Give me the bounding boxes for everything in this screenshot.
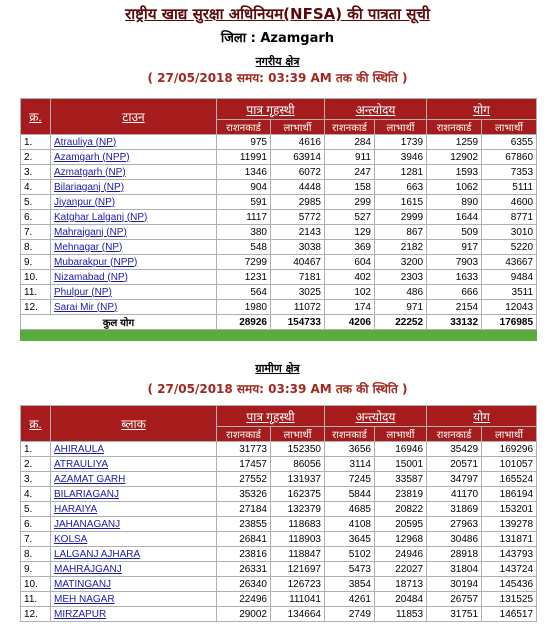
row-total-ration-card: 1644 (427, 210, 482, 225)
row-antyodaya-beneficiary: 24946 (375, 547, 427, 562)
row-sno: 5. (21, 195, 51, 210)
row-total-beneficiary: 153201 (482, 502, 537, 517)
row-name-cell (51, 285, 217, 300)
ration-card-header: राशनकार्ड (325, 427, 375, 442)
table-row (21, 547, 537, 562)
row-total-beneficiary: 3511 (482, 285, 537, 300)
ration-card-header: राशनकार्ड (427, 120, 482, 135)
row-antyodaya-ration-card: 284 (325, 135, 375, 150)
row-total-beneficiary: 7353 (482, 165, 537, 180)
row-patra-ration-card: 23855 (217, 517, 271, 532)
row-antyodaya-ration-card: 102 (325, 285, 375, 300)
row-name-link[interactable]: Bilariaganj (NP) (54, 181, 125, 193)
table-row (21, 532, 537, 547)
ration-card-header: राशनकार्ड (217, 120, 271, 135)
row-name-link[interactable]: Katghar Lalganj (NP) (54, 211, 148, 223)
row-patra-ration-card: 17457 (217, 457, 271, 472)
row-antyodaya-beneficiary: 20822 (375, 502, 427, 517)
row-name-link[interactable]: KOLSA (54, 533, 88, 545)
row-antyodaya-ration-card: 7245 (325, 472, 375, 487)
row-total-ration-card: 27963 (427, 517, 482, 532)
row-patra-ration-card: 904 (217, 180, 271, 195)
row-total-beneficiary: 186194 (482, 487, 537, 502)
row-patra-ration-card: 1117 (217, 210, 271, 225)
row-total-ration-card: 34797 (427, 472, 482, 487)
row-antyodaya-beneficiary: 1739 (375, 135, 427, 150)
row-antyodaya-beneficiary: 12968 (375, 532, 427, 547)
row-antyodaya-ration-card: 911 (325, 150, 375, 165)
row-total-ration-card: 1259 (427, 135, 482, 150)
row-antyodaya-ration-card: 5102 (325, 547, 375, 562)
table-row (21, 165, 537, 180)
row-total-beneficiary: 169296 (482, 442, 537, 457)
row-name-link[interactable]: JAHANAGANJ (54, 518, 121, 530)
row-sno: 1. (21, 135, 51, 150)
total-patra-ration-card: 28926 (217, 315, 271, 330)
row-total-ration-card: 12902 (427, 150, 482, 165)
row-name-cell (51, 180, 217, 195)
total-antyodaya-ration-card: 4206 (325, 315, 375, 330)
row-patra-ration-card: 548 (217, 240, 271, 255)
row-name-link[interactable]: Azmatgarh (NP) (54, 166, 126, 178)
sno-header: क्र. (21, 406, 51, 442)
row-name-cell (51, 442, 217, 457)
row-antyodaya-beneficiary: 22027 (375, 562, 427, 577)
row-sno: 1. (21, 442, 51, 457)
row-name-link[interactable]: MATINGANJ (54, 578, 112, 590)
row-total-beneficiary: 101057 (482, 457, 537, 472)
row-total-ration-card: 666 (427, 285, 482, 300)
row-antyodaya-beneficiary: 1281 (375, 165, 427, 180)
row-antyodaya-ration-card: 3854 (325, 577, 375, 592)
row-name-link[interactable]: Mubarakpur (NPP) (54, 256, 138, 268)
row-name-cell (51, 577, 217, 592)
rural-table-body (21, 442, 537, 622)
total-header: योग (427, 406, 537, 427)
row-sno: 3. (21, 165, 51, 180)
row-patra-ration-card: 380 (217, 225, 271, 240)
table-row (21, 577, 537, 592)
table-row (21, 442, 537, 457)
row-sno: 12. (21, 300, 51, 315)
row-name-cell (51, 300, 217, 315)
row-antyodaya-beneficiary: 3200 (375, 255, 427, 270)
row-antyodaya-ration-card: 5844 (325, 487, 375, 502)
row-patra-beneficiary: 11072 (271, 300, 325, 315)
total-beneficiary: 176985 (482, 315, 537, 330)
row-name-link[interactable]: Sarai Mir (NP) (54, 301, 118, 313)
row-antyodaya-beneficiary: 2303 (375, 270, 427, 285)
table-footer-bar (21, 330, 537, 341)
table-row (21, 300, 537, 315)
row-sno: 10. (21, 577, 51, 592)
table-row (21, 255, 537, 270)
row-total-ration-card: 31751 (427, 607, 482, 622)
row-total-beneficiary: 67860 (482, 150, 537, 165)
row-total-beneficiary: 43667 (482, 255, 537, 270)
total-header: योग (427, 99, 537, 120)
row-antyodaya-ration-card: 4261 (325, 592, 375, 607)
row-sno: 3. (21, 472, 51, 487)
table-row (21, 517, 537, 532)
row-antyodaya-beneficiary: 971 (375, 300, 427, 315)
row-total-ration-card: 35429 (427, 442, 482, 457)
row-patra-beneficiary: 131937 (271, 472, 325, 487)
row-total-ration-card: 26757 (427, 592, 482, 607)
row-antyodaya-ration-card: 174 (325, 300, 375, 315)
row-total-ration-card: 20571 (427, 457, 482, 472)
row-antyodaya-ration-card: 2749 (325, 607, 375, 622)
row-antyodaya-beneficiary: 16946 (375, 442, 427, 457)
town-header: टाउन (51, 99, 217, 135)
row-name-link[interactable]: MIRZAPUR (54, 608, 107, 620)
row-antyodaya-ration-card: 402 (325, 270, 375, 285)
row-name-link[interactable]: Mehnagar (NP) (54, 241, 123, 253)
row-antyodaya-beneficiary: 486 (375, 285, 427, 300)
table-row (21, 487, 537, 502)
row-antyodaya-beneficiary: 663 (375, 180, 427, 195)
row-patra-beneficiary: 86056 (271, 457, 325, 472)
beneficiary-header: लाभार्थी (482, 427, 537, 442)
row-total-beneficiary: 3010 (482, 225, 537, 240)
row-antyodaya-ration-card: 604 (325, 255, 375, 270)
row-antyodaya-beneficiary: 2182 (375, 240, 427, 255)
row-antyodaya-beneficiary: 20484 (375, 592, 427, 607)
row-patra-ration-card: 27552 (217, 472, 271, 487)
row-patra-beneficiary: 4448 (271, 180, 325, 195)
row-antyodaya-beneficiary: 33587 (375, 472, 427, 487)
row-patra-beneficiary: 4616 (271, 135, 325, 150)
antyodaya-header: अन्त्योदय (325, 406, 427, 427)
row-antyodaya-ration-card: 129 (325, 225, 375, 240)
row-name-cell (51, 487, 217, 502)
row-total-beneficiary: 9484 (482, 270, 537, 285)
row-total-beneficiary: 145436 (482, 577, 537, 592)
row-total-beneficiary: 4600 (482, 195, 537, 210)
row-name-link[interactable]: BILARIAGANJ (54, 488, 120, 500)
table-row (21, 225, 537, 240)
row-antyodaya-beneficiary: 1615 (375, 195, 427, 210)
row-patra-beneficiary: 7181 (271, 270, 325, 285)
row-name-cell (51, 195, 217, 210)
row-name-cell (51, 457, 217, 472)
row-sno: 9. (21, 255, 51, 270)
row-sno: 2. (21, 150, 51, 165)
row-name-link[interactable]: Atrauliya (NP) (54, 136, 117, 148)
row-sno: 12. (21, 607, 51, 622)
row-patra-ration-card: 26340 (217, 577, 271, 592)
table-row (21, 135, 537, 150)
row-name-link[interactable]: Nizamabad (NP) (54, 271, 128, 283)
row-antyodaya-beneficiary: 18713 (375, 577, 427, 592)
row-patra-ration-card: 1980 (217, 300, 271, 315)
beneficiary-header: लाभार्थी (271, 120, 325, 135)
row-sno: 5. (21, 502, 51, 517)
sno-header: क्र. (21, 99, 51, 135)
total-ration-card: 33132 (427, 315, 482, 330)
row-antyodaya-ration-card: 3114 (325, 457, 375, 472)
row-antyodaya-beneficiary: 11853 (375, 607, 427, 622)
urban-total-row (21, 315, 537, 330)
row-patra-ration-card: 31773 (217, 442, 271, 457)
row-name-cell (51, 547, 217, 562)
row-total-ration-card: 1593 (427, 165, 482, 180)
table-row (21, 472, 537, 487)
row-patra-ration-card: 564 (217, 285, 271, 300)
row-patra-ration-card: 22496 (217, 592, 271, 607)
page-title: राष्ट्रीय खाद्य सुरक्षा अधिनियम(NFSA) की पात्रता सूची (125, 5, 430, 23)
row-name-link[interactable]: MAHRAJGANJ (54, 563, 122, 575)
row-patra-ration-card: 1346 (217, 165, 271, 180)
row-antyodaya-ration-card: 5473 (325, 562, 375, 577)
row-patra-beneficiary: 5772 (271, 210, 325, 225)
row-patra-beneficiary: 121697 (271, 562, 325, 577)
row-sno: 9. (21, 562, 51, 577)
row-name-cell (51, 225, 217, 240)
row-total-ration-card: 41170 (427, 487, 482, 502)
row-total-beneficiary: 12043 (482, 300, 537, 315)
beneficiary-header: लाभार्थी (375, 427, 427, 442)
row-name-link[interactable]: Phulpur (NP) (54, 286, 112, 298)
table-row (21, 562, 537, 577)
row-name-link[interactable]: AZAMAT GARH (54, 473, 126, 485)
row-total-ration-card: 1062 (427, 180, 482, 195)
row-patra-ration-card: 591 (217, 195, 271, 210)
row-total-beneficiary: 5220 (482, 240, 537, 255)
row-name-cell (51, 240, 217, 255)
row-antyodaya-beneficiary: 2999 (375, 210, 427, 225)
block-header: ब्लाक (51, 406, 217, 442)
row-antyodaya-ration-card: 299 (325, 195, 375, 210)
row-name-link[interactable]: HARAIYA (54, 503, 98, 515)
row-antyodaya-beneficiary: 20595 (375, 517, 427, 532)
row-patra-ration-card: 35326 (217, 487, 271, 502)
table-row (21, 195, 537, 210)
rural-section-title: ग्रामीण क्षेत्र (255, 362, 300, 375)
row-patra-beneficiary: 3025 (271, 285, 325, 300)
ration-card-header: राशनकार्ड (325, 120, 375, 135)
row-patra-beneficiary: 111041 (271, 592, 325, 607)
row-total-beneficiary: 131871 (482, 532, 537, 547)
row-total-ration-card: 7903 (427, 255, 482, 270)
row-patra-beneficiary: 40467 (271, 255, 325, 270)
table-row (21, 457, 537, 472)
row-total-beneficiary: 146517 (482, 607, 537, 622)
row-sno: 8. (21, 240, 51, 255)
table-row (21, 210, 537, 225)
table-row (21, 502, 537, 517)
row-total-beneficiary: 143724 (482, 562, 537, 577)
total-patra-beneficiary: 154733 (271, 315, 325, 330)
row-patra-ration-card: 26331 (217, 562, 271, 577)
row-sno: 6. (21, 210, 51, 225)
row-sno: 2. (21, 457, 51, 472)
row-patra-ration-card: 11991 (217, 150, 271, 165)
row-name-link[interactable]: MEH NAGAR (54, 593, 115, 605)
table-row (21, 150, 537, 165)
row-total-ration-card: 1633 (427, 270, 482, 285)
row-antyodaya-ration-card: 247 (325, 165, 375, 180)
table-row (21, 607, 537, 622)
row-patra-beneficiary: 63914 (271, 150, 325, 165)
rural-table (20, 405, 537, 622)
ration-card-header: राशनकार्ड (217, 427, 271, 442)
patra-header: पात्र गृहस्थी (217, 99, 325, 120)
row-sno: 7. (21, 225, 51, 240)
patra-header: पात्र गृहस्थी (217, 406, 325, 427)
row-name-cell (51, 210, 217, 225)
district-label: जिला : Azamgarh (220, 31, 335, 46)
row-total-beneficiary: 139278 (482, 517, 537, 532)
row-patra-beneficiary: 2143 (271, 225, 325, 240)
row-total-ration-card: 917 (427, 240, 482, 255)
row-total-ration-card: 2154 (427, 300, 482, 315)
antyodaya-header: अन्त्योदय (325, 99, 427, 120)
row-antyodaya-ration-card: 369 (325, 240, 375, 255)
row-total-ration-card: 31869 (427, 502, 482, 517)
table-row (21, 180, 537, 195)
total-label: कुल योग (21, 315, 217, 330)
row-total-ration-card: 28918 (427, 547, 482, 562)
row-sno: 8. (21, 547, 51, 562)
row-patra-ration-card: 7299 (217, 255, 271, 270)
row-patra-beneficiary: 132379 (271, 502, 325, 517)
row-name-cell (51, 270, 217, 285)
row-total-ration-card: 509 (427, 225, 482, 240)
row-total-beneficiary: 8771 (482, 210, 537, 225)
row-total-beneficiary: 165524 (482, 472, 537, 487)
row-patra-ration-card: 975 (217, 135, 271, 150)
row-patra-ration-card: 27184 (217, 502, 271, 517)
row-name-cell (51, 562, 217, 577)
row-sno: 4. (21, 487, 51, 502)
row-name-link[interactable]: Azamgarh (NPP) (54, 151, 130, 163)
beneficiary-header: लाभार्थी (482, 120, 537, 135)
urban-table (20, 98, 537, 341)
urban-status-text: ( 27/05/2018 समय: 03:39 AM तक की स्थिति ) (147, 71, 408, 85)
row-sno: 7. (21, 532, 51, 547)
beneficiary-header: लाभार्थी (375, 120, 427, 135)
row-antyodaya-ration-card: 527 (325, 210, 375, 225)
table-row (21, 592, 537, 607)
beneficiary-header: लाभार्थी (271, 427, 325, 442)
row-total-beneficiary: 6355 (482, 135, 537, 150)
row-patra-beneficiary: 118847 (271, 547, 325, 562)
row-total-ration-card: 890 (427, 195, 482, 210)
row-name-cell (51, 502, 217, 517)
row-antyodaya-ration-card: 3645 (325, 532, 375, 547)
table-row (21, 270, 537, 285)
row-name-cell (51, 532, 217, 547)
row-sno: 11. (21, 285, 51, 300)
row-antyodaya-ration-card: 158 (325, 180, 375, 195)
row-total-ration-card: 30486 (427, 532, 482, 547)
row-patra-ration-card: 26841 (217, 532, 271, 547)
row-sno: 11. (21, 592, 51, 607)
row-name-cell (51, 607, 217, 622)
table-row (21, 240, 537, 255)
row-patra-beneficiary: 134664 (271, 607, 325, 622)
row-name-link[interactable]: LALGANJ AJHARA (54, 548, 141, 560)
row-total-beneficiary: 5111 (482, 180, 537, 195)
row-total-beneficiary: 143793 (482, 547, 537, 562)
row-name-cell (51, 150, 217, 165)
rural-status-text: ( 27/05/2018 समय: 03:39 AM तक की स्थिति ) (147, 382, 408, 396)
row-patra-beneficiary: 152350 (271, 442, 325, 457)
row-name-link[interactable]: ATRAULIYA (54, 458, 109, 470)
row-name-cell (51, 165, 217, 180)
row-antyodaya-beneficiary: 23819 (375, 487, 427, 502)
row-patra-beneficiary: 118683 (271, 517, 325, 532)
row-name-cell (51, 255, 217, 270)
row-patra-beneficiary: 162375 (271, 487, 325, 502)
row-total-ration-card: 31804 (427, 562, 482, 577)
row-antyodaya-ration-card: 4685 (325, 502, 375, 517)
row-name-link[interactable]: Mahrajganj (NP) (54, 226, 127, 238)
row-name-link[interactable]: AHIRAULA (54, 443, 105, 455)
row-sno: 4. (21, 180, 51, 195)
row-patra-beneficiary: 118903 (271, 532, 325, 547)
row-patra-beneficiary: 3038 (271, 240, 325, 255)
row-total-beneficiary: 131525 (482, 592, 537, 607)
total-antyodaya-beneficiary: 22252 (375, 315, 427, 330)
row-total-ration-card: 30194 (427, 577, 482, 592)
row-sno: 6. (21, 517, 51, 532)
ration-card-header: राशनकार्ड (427, 427, 482, 442)
table-row (21, 285, 537, 300)
row-antyodaya-beneficiary: 867 (375, 225, 427, 240)
row-name-cell (51, 135, 217, 150)
urban-section-title: नगरीय क्षेत्र (255, 55, 300, 68)
row-sno: 10. (21, 270, 51, 285)
row-patra-ration-card: 29002 (217, 607, 271, 622)
row-antyodaya-ration-card: 4108 (325, 517, 375, 532)
row-name-cell (51, 592, 217, 607)
row-patra-beneficiary: 6072 (271, 165, 325, 180)
row-name-link[interactable]: Jiyanpur (NP) (54, 196, 116, 208)
row-name-cell (51, 517, 217, 532)
row-patra-beneficiary: 126723 (271, 577, 325, 592)
row-antyodaya-beneficiary: 15001 (375, 457, 427, 472)
row-patra-ration-card: 23816 (217, 547, 271, 562)
row-patra-ration-card: 1231 (217, 270, 271, 285)
urban-table-body (21, 135, 537, 315)
row-name-cell (51, 472, 217, 487)
row-antyodaya-ration-card: 3656 (325, 442, 375, 457)
row-patra-beneficiary: 2985 (271, 195, 325, 210)
row-antyodaya-beneficiary: 3946 (375, 150, 427, 165)
